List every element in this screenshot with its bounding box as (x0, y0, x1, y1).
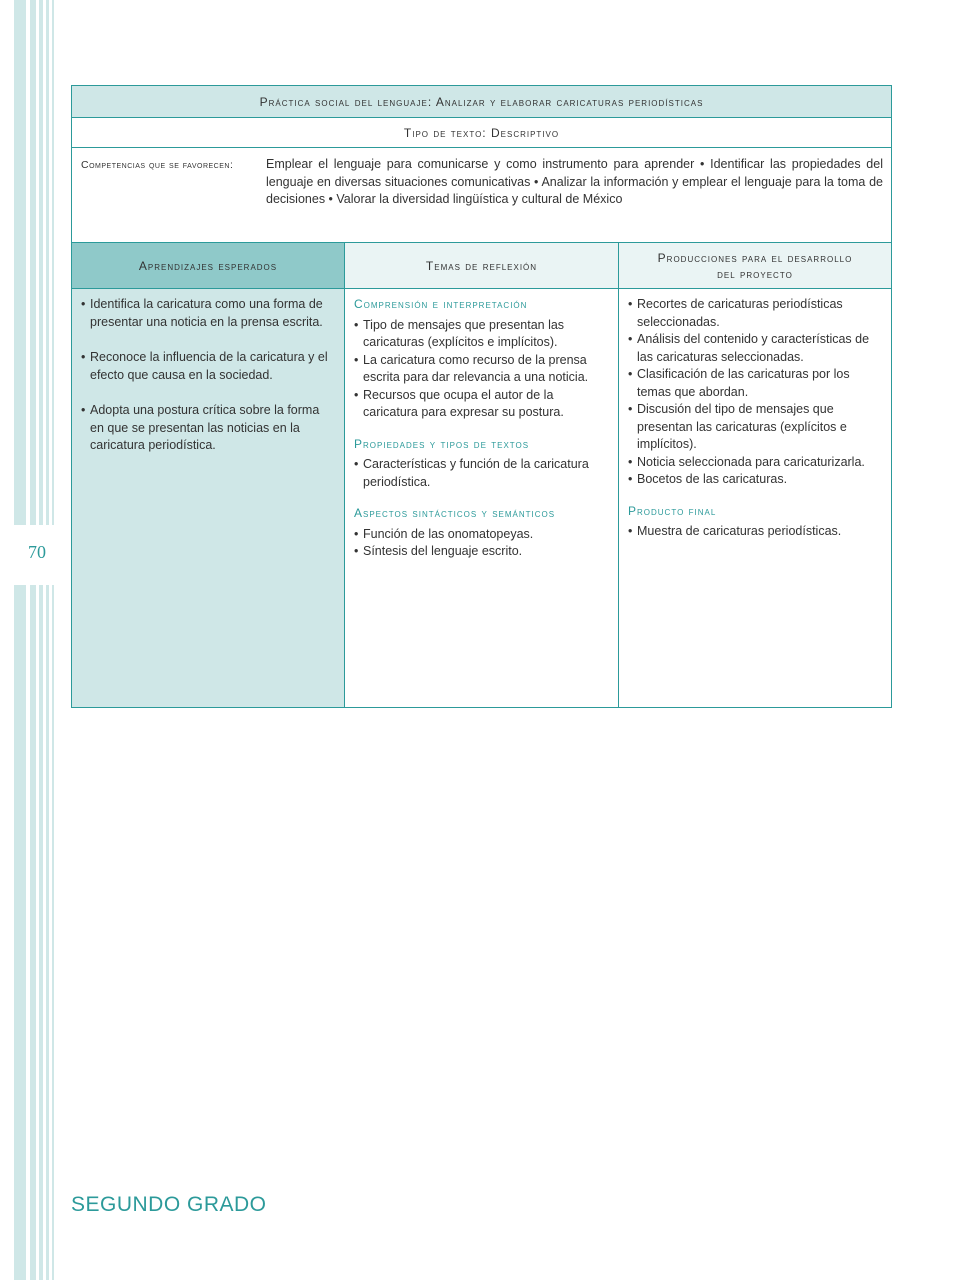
producciones-body (619, 289, 891, 707)
margin-stripe (46, 0, 49, 1280)
list-item: • Clasificación de las caricaturas por los temas que abordan. (628, 366, 883, 401)
columns-row (72, 243, 891, 707)
producto-final-section (628, 503, 883, 541)
list-item: • Noticia seleccionada para caricaturizarla. (628, 454, 883, 472)
list-item: • Análisis del contenido y características de las caricaturas seleccionadas. (628, 331, 883, 366)
list-item: • Muestra de caricaturas periodísticas. (628, 523, 883, 541)
section-list (354, 456, 610, 491)
section-title: Producto final (628, 503, 717, 518)
curriculum-table (71, 85, 892, 708)
section-title: Comprensión e interpretación (354, 297, 528, 311)
list-item: • Tipo de mensajes que presentan las caricaturas (explícitos e implícitos). (354, 317, 610, 352)
temas-heading: Temas de reflexión (345, 243, 618, 289)
competencies-text: Emplear el lenguaje para comunicarse y como instrumento para aprender • Identificar las propiedades del lenguaje en diversas situaciones comunicativas • Analizar la información y emplear el lenguaje para la toma de decisiones • Valorar la diversidad lingüística y cultural de México (266, 157, 883, 206)
competencies-row (72, 148, 891, 243)
section-title: Aspectos sintácticos y semánticos (354, 506, 556, 520)
page-number: 70 (28, 542, 46, 562)
temas-section (354, 505, 610, 561)
list-item: • Síntesis del lenguaje escrito. (354, 543, 610, 561)
list-item: • Recursos que ocupa el autor de la caricatura para expresar su postura. (354, 387, 610, 422)
practice-title: Práctica social del lenguaje: Analizar y elaborar caricaturas periodísticas (72, 86, 891, 118)
margin-stripe (30, 0, 36, 1280)
list-item: • Bocetos de las caricaturas. (628, 471, 883, 489)
section-list (354, 526, 610, 561)
list-item: • Recortes de caricaturas periodísticas seleccionadas. (628, 296, 883, 331)
margin-stripe (39, 0, 43, 1280)
temas-section (354, 436, 610, 492)
temas-body (345, 289, 618, 707)
temas-section (354, 296, 610, 422)
producciones-heading-line2: del proyecto (717, 266, 793, 281)
aprendizajes-list (81, 296, 336, 455)
list-item: • Discusión del tipo de mensajes que presentan las caricaturas (explícitos e implícitos). (628, 401, 883, 454)
producciones-heading-line1: Producciones para el desarrollo (657, 250, 853, 265)
text-type: Tipo de texto: Descriptivo (72, 118, 891, 148)
competencies-label: Competencias que se favorecen: (81, 159, 234, 171)
margin-stripe (52, 0, 54, 1280)
list-item: • La caricatura como recurso de la prensa escrita para dar relevancia a una noticia. (354, 352, 610, 387)
producto-final-list (628, 523, 883, 541)
section-list (354, 317, 610, 422)
aprendizajes-body (72, 289, 344, 707)
list-item: • Identifica la caricatura como una forma de presentar una noticia en la prensa escrita. (81, 296, 336, 331)
producciones-list (628, 296, 883, 489)
grade-label: SEGUNDO GRADO (71, 1193, 267, 1216)
list-item: • Adopta una postura crítica sobre la forma en que se presentan las noticias en la caricatura periodística. (81, 402, 336, 455)
section-title: Propiedades y tipos de textos (354, 436, 530, 451)
list-item: • Reconoce la influencia de la caricatura y el efecto que causa en la sociedad. (81, 349, 336, 384)
producciones-heading (619, 243, 891, 289)
aprendizajes-heading: Aprendizajes esperados (72, 243, 344, 289)
column-producciones (619, 243, 891, 707)
list-item: • Función de las onomatopeyas. (354, 526, 610, 544)
list-item: • Características y función de la caricatura periodística. (354, 456, 610, 491)
margin-stripe (14, 0, 26, 1280)
column-aprendizajes (72, 243, 345, 707)
producciones-section (628, 296, 883, 489)
column-temas (345, 243, 619, 707)
